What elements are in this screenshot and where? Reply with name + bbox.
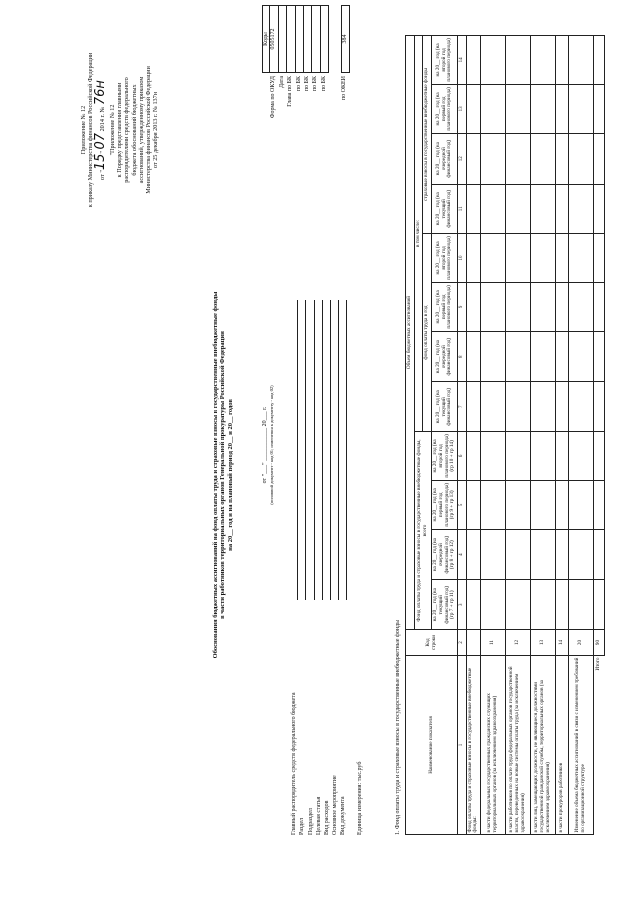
col-ins-y1: на 20__ год (на текущий финансовый год) — [432, 184, 458, 234]
field-main-event: Основное мероприятие — [332, 775, 339, 835]
appendix2: "Приложение № 12 — [109, 104, 117, 156]
requisites-lines — [290, 300, 347, 600]
total-row — [593, 36, 604, 835]
col-fot-y2: на 20__ год (на очередной финансовый год) — [432, 331, 458, 382]
code-bk-2: по БК — [304, 5, 312, 255]
col-fot-y1: на 20__ год (на текущий финансовый год) — [432, 382, 458, 432]
document-date-caption: (основной документ - код 01; изменения к документу - код 02) — [268, 385, 274, 505]
col-total-y3: на 20__ год (на первый год планового периода) (гр 9 + гр 13) — [432, 480, 458, 529]
codes-box — [262, 5, 350, 255]
codes-header: Коды — [262, 5, 270, 255]
appendix-number: Приложение № 12 — [80, 105, 87, 155]
order-date: от "15" 07 2014 г. № 76н — [93, 80, 109, 180]
field-gr: Главный распорядитель средств федерального бюджета — [291, 692, 298, 835]
section-title: 1. Фонд оплаты труда и страховые взносы в государственные внебюджетные фонды — [395, 619, 401, 835]
code-bk-1: по БК — [296, 5, 304, 255]
group-total-header: Объем бюджетных ассигнований — [406, 36, 415, 630]
field-subsection: Подраздел — [307, 808, 314, 835]
code-bk-3: по БК — [312, 5, 320, 255]
field-section: Раздел — [299, 818, 306, 835]
requisites-fields — [290, 605, 364, 835]
table-row: в части прокуроров работников 14 — [555, 36, 568, 835]
field-target: Целевая статья — [315, 796, 322, 835]
total-code: 90 — [593, 630, 604, 656]
col-total-y2: на 20__ год (на очередной финансовый год) (гр 8 + гр 12) — [432, 529, 458, 580]
budget-table — [405, 35, 605, 835]
column-numbers-row: 1 2 3 4 5 6 7 8 9 10 11 12 13 14 — [458, 36, 467, 835]
col-total-y1: на 20__ год (на текущий финансовый год) (гр 7 + гр 11) — [432, 580, 458, 630]
col-fot-y3: на 20__ год (на первый год планового периода) — [432, 282, 458, 331]
code-okei: по ОКЕИ 384 — [341, 5, 349, 255]
col-ins-y2: на 20__ год (на очередной финансовый год) — [432, 133, 458, 184]
group-ins-header: страховые взносы в государственные внебюджетные фонды — [423, 36, 432, 234]
col-fot-y4: на 20__ год (на второй год планового периода) — [432, 234, 458, 283]
field-expense-type: Вид расходов — [324, 800, 331, 835]
handwritten-day: 15 — [93, 153, 109, 171]
code-okud: Форма по ОКУД 0505172 — [270, 5, 278, 255]
group-fot-total-header: Фонд оплаты труда и страховые взносы в государственные внебюджетные фонды, всего — [414, 432, 431, 630]
total-label: Итого — [593, 656, 604, 835]
document-title: Обоснования бюджетных ассигнований на фонд оплаты труда и страховые взносы в государственные внебюджетные фонды в части работников территориальных органов Генеральной прокуратуры Российской Федерации на 20__ год и на плановый период 20__ и 20__ годов — [212, 291, 234, 659]
col-name-header: Наименование показателя — [406, 656, 458, 835]
handwritten-month: 07 — [93, 132, 109, 150]
field-blank — [347, 605, 355, 835]
order-line: к приказу Министерства финансов Российской Федерации — [87, 52, 95, 208]
field-doc-type: Вид документа — [340, 796, 347, 835]
table-row: Изменение объема бюджетных ассигнований в связи с изменением требований по организационной структуре 20 — [568, 36, 593, 835]
table-row: Фонд оплаты труда и страховые взносы в государственные внебюджетные фонды: — [466, 36, 480, 835]
field-unit: Единица измерения: тыс.руб — [356, 761, 363, 835]
col-total-y4: на 20__ год (на второй год планового периода) (гр 10 + гр 14) — [432, 432, 458, 481]
table-row: в части работников по оплате труда федеральных органов государственной власти, переведенных на новые системы оплаты труда (за исключением здравоохранения) 12 — [505, 36, 530, 835]
code-bk-4: по БК — [321, 5, 329, 255]
table-header-row-1 — [406, 36, 415, 835]
col-code-header: Код строки — [406, 630, 458, 656]
code-glava: Глава по БК — [287, 5, 295, 255]
col-ins-y4: на 20__ год (на второй год планового периода) — [432, 36, 458, 85]
table-row: в части федеральных государственных гражданских служащих территориальных органов (за исключением здравоохранения) 11 — [480, 36, 505, 835]
table-row: в части лиц, замещающих должности, не являющиеся должностями государственной гражданской службы, территориальных органов (за исключением здравоохранения) 13 — [530, 36, 555, 835]
group-incl-header: в том числе: — [414, 36, 423, 432]
document-date: от "___" ___________ 20___ г. (основной документ - код 01; изменения к документу - код 02) — [262, 325, 274, 565]
group-fot-header: фонд оплаты труда в год — [423, 234, 432, 432]
code-date: Дата — [279, 5, 287, 255]
handwritten-number: 76н — [93, 80, 109, 106]
approval-header: Приложение № 12 к приказу Министерства финансов Российской Федерации от "15" 07 2014 г. № 76н "Приложение № 12 к Порядку представления главными распорядителями средств федерального бюджета обоснований бюджетных ассигнований, утвержденному приказом Министерства финансов Российской Федерации от 25 декабря 2013 г. № 137н — [80, 15, 159, 245]
col-ins-y3: на 20__ год (на первый год планового периода) — [432, 84, 458, 133]
